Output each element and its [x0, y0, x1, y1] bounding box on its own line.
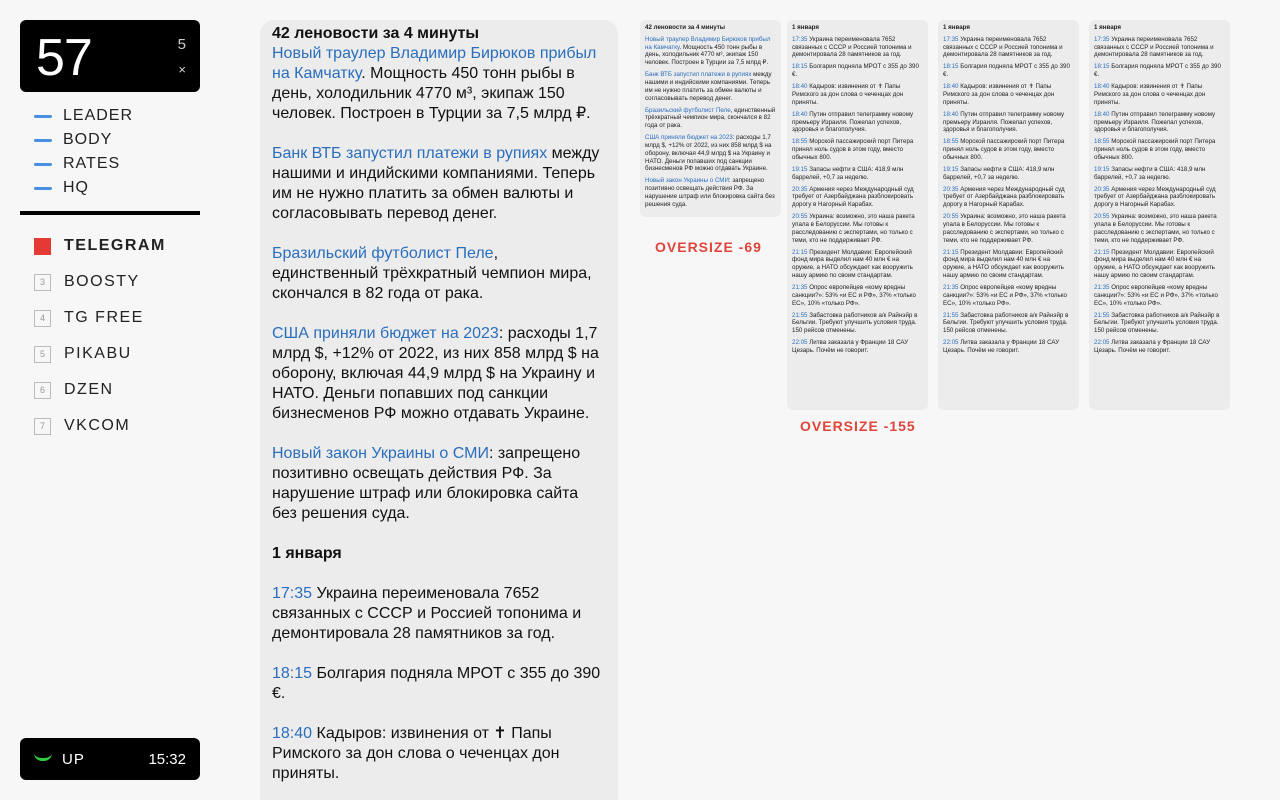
- preview-item: [943, 36, 1074, 59]
- preview-title: 42 леновости за 4 минуты: [645, 24, 726, 31]
- preview-text: Опрос европейцев «кому вредны санкции?»: 53% «и ЕС и РФ», 37% «только ЕС», 10% «только РФ».: [943, 284, 1067, 307]
- preview-text: Украина: возможно, это наша ракета упала в Белоруссии. Мы готовы к расследованию с экспертами, но только с теми, кто не поддерживает РФ.: [792, 213, 915, 244]
- preview-text: Украина переименовала 7652 связанных с СССР и Россией топонима и демонтировала 28 памятников за год.: [792, 35, 912, 59]
- preview-text: . Мощность 450 тонн рыбы в день, холодильник 4770 м³, экипаж 150 человек. Построен в Турции за 7,5 млрд ₽.: [645, 43, 769, 67]
- preview-item: [792, 339, 923, 355]
- post-text: Болгария подняла МРОТ с 355 до 390 €.: [272, 665, 601, 702]
- section-label: RATES: [63, 155, 121, 172]
- preview-time-link: 21:35: [943, 284, 959, 291]
- preview-time-link: 21:15: [943, 248, 959, 256]
- preview-time-link: 21:35: [792, 284, 808, 291]
- channel-number: 5: [34, 346, 51, 363]
- preview-item: [943, 213, 1074, 244]
- post-link[interactable]: Бразильский футболист Пеле: [272, 245, 494, 262]
- oversize-label-day: OVERSIZE -155: [800, 418, 916, 434]
- preview-time-link: 18:40: [1094, 83, 1110, 91]
- preview-title: 1 января: [792, 24, 819, 31]
- post-item: [272, 584, 606, 644]
- post-item: [272, 144, 606, 224]
- section-label: LEADER: [63, 107, 134, 124]
- preview-text: Болгария подняла МРОТ с 355 до 390 €.: [792, 63, 919, 79]
- preview-time-link: 21:15: [1094, 248, 1110, 256]
- section-hq[interactable]: [34, 176, 133, 200]
- preview-time-link: 21:55: [792, 311, 808, 319]
- preview-item: [943, 83, 1074, 106]
- preview-item: [645, 177, 776, 208]
- preview-text: Армения через Международный суд требует от Азербайджана разблокировать дорогу в Нагорный Карабах.: [1094, 185, 1216, 209]
- dash-icon: [34, 115, 52, 118]
- preview-time-link: 18:15: [1094, 63, 1110, 71]
- preview-title: 1 января: [943, 24, 970, 31]
- preview-time-link: 20:55: [792, 213, 808, 221]
- preview-item: [943, 166, 1074, 182]
- post-day-heading: 1 января: [272, 545, 342, 562]
- preview-text: Забастовка работников а/к Райнэйр в Бельгии. Требуют улучшить условия труда. 150 рейсов отменены.: [792, 311, 918, 335]
- dash-icon: [34, 163, 52, 166]
- preview-text: : запрещено позитивно освещать действия РФ. За нарушение штраф или блокировка сайта без решения суда.: [645, 177, 775, 208]
- preview-text: Морской пассажирский порт Питера принял ноль судов в этом году, вместо обычных 800.: [792, 138, 914, 161]
- preview-text: Болгария подняла МРОТ с 355 до 390 €.: [1094, 63, 1221, 79]
- preview-item: [943, 312, 1074, 335]
- preview-text: Президент Молдавии: Европейский фонд мира выделил нам 40 млн € на оружие, а НАТО обсуждает как вооружить нашу армию по своим стандартам.: [1094, 248, 1215, 280]
- preview-link: США приняли бюджет на 2023: [645, 134, 733, 142]
- preview-item: [943, 339, 1074, 355]
- preview-time-link: 18:55: [1094, 138, 1110, 146]
- channel-number: 4: [34, 310, 51, 327]
- channel-pikabu[interactable]: [34, 336, 166, 372]
- preview-item: [1094, 213, 1225, 244]
- preview-card-day-1[interactable]: [787, 20, 928, 410]
- preview-item: [792, 83, 923, 106]
- smile-icon: [34, 753, 52, 761]
- preview-card-day-3[interactable]: [1089, 20, 1230, 410]
- preview-text: , единственный трёхкратный чемпион мира, скончался в 82 года от рака.: [645, 106, 776, 130]
- preview-text: Кадыров: извинения от ✝ Папы Римского за дон слова о чеченцах дон приняты.: [792, 83, 904, 106]
- post-link[interactable]: Новый траулер Владимир Бирюков прибыл на Камчатку: [272, 45, 597, 82]
- post-text: между нашими и индийскими компаниями. Теперь им не нужно платить за обмен валюты и согласовывать перевод денег.: [272, 145, 600, 222]
- preview-text: Морской пассажирский порт Питера принял ноль судов в этом году, вместо обычных 800.: [1094, 138, 1216, 161]
- post-time-link[interactable]: 18:40: [272, 725, 313, 742]
- channel-vkcom[interactable]: [34, 408, 166, 444]
- preview-text: Украина: возможно, это наша ракета упала в Белоруссии. Мы готовы к расследованию с экспертами, но только с теми, кто не поддерживает РФ.: [1094, 213, 1217, 244]
- preview-text: Украина переименовала 7652 связанных с СССР и Россией топонима и демонтировала 28 памятников за год.: [1094, 35, 1214, 59]
- preview-time-link: 19:15: [1094, 165, 1110, 173]
- preview-item: [943, 186, 1074, 209]
- post-text: Украина переименовала 7652 связанных с СССР и Россией топонима и демонтировала 28 памятников за год.: [272, 585, 582, 642]
- preview-title: 1 января: [1094, 24, 1121, 31]
- preview-text: Забастовка работников а/к Райнэйр в Бельгии. Требуют улучшить условия труда. 150 рейсов отменены.: [943, 311, 1069, 335]
- channel-telegram[interactable]: [34, 228, 166, 264]
- status-label: UP: [62, 750, 85, 768]
- preview-time-link: 18:15: [792, 63, 808, 71]
- preview-item: [792, 186, 923, 209]
- post-text: : запрещено позитивно освещать действия РФ. За нарушение штраф или блокировка сайта без решения суда.: [272, 445, 581, 522]
- preview-text: Армения через Международный суд требует от Азербайджана разблокировать дорогу в Нагорный Карабах.: [792, 185, 914, 209]
- preview-text: Кадыров: извинения от ✝ Папы Римского за дон слова о чеченцах дон приняты.: [943, 83, 1055, 106]
- section-list: [34, 104, 133, 200]
- preview-text: Армения через Международный суд требует от Азербайджана разблокировать дорогу в Нагорный Карабах.: [943, 185, 1065, 209]
- section-leader[interactable]: [34, 104, 133, 128]
- preview-time-link: 21:35: [1094, 284, 1110, 291]
- post-item: [272, 244, 606, 304]
- preview-item: [792, 138, 923, 161]
- preview-item: [792, 213, 923, 244]
- preview-item: [1094, 138, 1225, 161]
- channel-label: PIKABU: [64, 345, 132, 362]
- preview-item: [943, 249, 1074, 280]
- preview-time-link: 18:40: [792, 110, 808, 118]
- dash-icon: [34, 187, 52, 190]
- preview-item: [943, 138, 1074, 161]
- preview-link: Новый закон Украины о СМИ: [645, 177, 729, 185]
- post-link[interactable]: Новый закон Украины о СМИ: [272, 445, 489, 462]
- preview-time-link: 18:40: [792, 83, 808, 91]
- preview-time-link: 18:40: [1094, 110, 1110, 118]
- post-link[interactable]: Банк ВТБ запустил платежи в рупиях: [272, 145, 548, 162]
- preview-text: Морской пассажирский порт Питера принял ноль судов в этом году, вместо обычных 800.: [943, 138, 1065, 161]
- preview-item: [792, 36, 923, 59]
- preview-text: Литва заказала у Франции 18 САУ Цезарь. Почём не говорит.: [792, 339, 909, 354]
- preview-text: Запасы нефти в США: 418,9 млн баррелей, +0,7 за неделю.: [792, 165, 904, 181]
- preview-item: [792, 63, 923, 79]
- post-counter: [20, 20, 200, 92]
- post-link[interactable]: США приняли бюджет на 2023: [272, 325, 499, 342]
- preview-text: Болгария подняла МРОТ с 355 до 390 €.: [943, 63, 1070, 79]
- preview-time-link: 21:55: [943, 311, 959, 319]
- preview-text: Кадыров: извинения от ✝ Папы Римского за дон слова о чеченцах дон приняты.: [1094, 83, 1206, 106]
- post-text: : расходы 1,7 млрд $, +12% от 2022, из них 858 млрд $ на оборону, включая 44,9 млрд $ на Украину и НАТО. Деньги попавших под санкции бизнесменов РФ можно отдавать Украине.: [272, 325, 599, 422]
- status-bar: [20, 738, 200, 780]
- preview-text: Путин отправил телеграмму новому премьеру Израиля. Пожелал успехов, здоровья и благополучия.: [943, 110, 1065, 134]
- preview-item: [943, 63, 1074, 79]
- preview-text: Литва заказала у Франции 18 САУ Цезарь. Почём не говорит.: [943, 339, 1060, 354]
- section-rates[interactable]: [34, 152, 133, 176]
- preview-time-link: 17:35: [943, 35, 959, 43]
- preview-text: Путин отправил телеграмму новому премьеру Израиля. Пожелал успехов, здоровья и благополучия.: [792, 110, 914, 134]
- preview-text: Путин отправил телеграмму новому премьеру Израиля. Пожелал успехов, здоровья и благополучия.: [1094, 110, 1216, 134]
- preview-time-link: 20:55: [1094, 213, 1110, 221]
- preview-item: [792, 312, 923, 335]
- post-time-link[interactable]: 17:35: [272, 585, 313, 602]
- divider: [20, 211, 200, 215]
- preview-item: [1094, 36, 1225, 59]
- preview-item: [1094, 83, 1225, 106]
- preview-time-link: 18:40: [943, 110, 959, 118]
- dash-icon: [34, 139, 52, 142]
- channel-label: TG FREE: [64, 309, 144, 326]
- channel-boosty[interactable]: [34, 264, 166, 300]
- preview-item: [1094, 312, 1225, 335]
- preview-text: : расходы 1,7 млрд $, +12% от 2022, из них 858 млрд $ на оборону, включая 44,9 млрд $ на Украину и НАТО. Деньги попавших под санкции бизнесменов РФ можно отдавать Украине.: [645, 134, 772, 173]
- preview-time-link: 21:15: [792, 248, 808, 256]
- preview-item: [792, 284, 923, 307]
- preview-time-link: 17:35: [792, 35, 808, 43]
- preview-item: [1094, 249, 1225, 280]
- preview-text: Забастовка работников а/к Райнэйр в Бельгии. Требуют улучшить условия труда. 150 рейсов отменены.: [1094, 311, 1220, 335]
- preview-item: [645, 71, 776, 102]
- preview-item: [1094, 284, 1225, 307]
- preview-text: Опрос европейцев «кому вредны санкции?»: 53% «и ЕС и РФ», 37% «только ЕС», 10% «только РФ».: [1094, 284, 1218, 307]
- preview-time-link: 18:55: [792, 138, 808, 146]
- post-title: 42 леновости за 4 минуты: [272, 25, 480, 42]
- channel-list: [34, 228, 166, 444]
- preview-item: [1094, 339, 1225, 355]
- channel-dzen[interactable]: [34, 372, 166, 408]
- channel-label: BOOSTY: [64, 273, 140, 290]
- counter-small: 5: [177, 36, 186, 53]
- preview-time-link: 18:15: [943, 63, 959, 71]
- post-text: . Мощность 450 тонн рыбы в день, холодильник 4770 м³, экипаж 150 человек. Построен в Турции за 7,5 млрд ₽.: [272, 65, 591, 122]
- post-item: [272, 44, 606, 124]
- post-editor[interactable]: [260, 20, 618, 800]
- preview-item: [943, 111, 1074, 134]
- preview-time-link: 20:35: [792, 185, 808, 193]
- preview-text: Президент Молдавии: Европейский фонд мира выделил нам 40 млн € на оружие, а НАТО обсуждает как вооружить нашу армию по своим стандартам.: [792, 248, 913, 280]
- preview-text: между нашими и индийскими компаниями. Теперь им не нужно платить за обмен валюты и согласовывать перевод денег.: [645, 71, 772, 102]
- preview-time-link: 18:55: [943, 138, 959, 146]
- preview-card-first[interactable]: [640, 20, 781, 217]
- section-label: HQ: [63, 179, 89, 196]
- preview-item: [1094, 166, 1225, 182]
- preview-link: Банк ВТБ запустил платежи в рупиях: [645, 71, 752, 79]
- preview-time-link: 19:15: [792, 165, 808, 173]
- preview-text: Литва заказала у Франции 18 САУ Цезарь. Почём не говорит.: [1094, 339, 1211, 354]
- preview-link: Новый траулер Владимир Бирюков прибыл на Камчатку: [645, 35, 771, 51]
- post-item: [272, 444, 606, 524]
- close-icon[interactable]: ×: [178, 62, 186, 77]
- post-time-link[interactable]: 18:15: [272, 665, 313, 682]
- preview-text: Запасы нефти в США: 418,9 млн баррелей, +0,7 за неделю.: [1094, 165, 1206, 181]
- preview-time-link: 17:35: [1094, 35, 1110, 43]
- section-label: BODY: [63, 131, 113, 148]
- preview-time-link: 20:35: [943, 185, 959, 193]
- channel-tg-free[interactable]: [34, 300, 166, 336]
- channel-number: 7: [34, 418, 51, 435]
- preview-item: [1094, 111, 1225, 134]
- preview-item: [1094, 63, 1225, 79]
- preview-item: [792, 166, 923, 182]
- oversize-label-first: OVERSIZE -69: [655, 239, 762, 255]
- post-item: [272, 664, 606, 704]
- preview-text: Украина: возможно, это наша ракета упала в Белоруссии. Мы готовы к расследованию с экспертами, но только с теми, кто не поддерживает РФ.: [943, 213, 1066, 244]
- preview-time-link: 20:35: [1094, 185, 1110, 193]
- post-text: , единственный трёхкратный чемпион мира, скончался в 82 года от рака.: [272, 245, 592, 302]
- preview-time-link: 21:55: [1094, 311, 1110, 319]
- preview-text: Запасы нефти в США: 418,9 млн баррелей, +0,7 за неделю.: [943, 165, 1055, 181]
- preview-text: Украина переименовала 7652 связанных с СССР и Россией топонима и демонтировала 28 памятников за год.: [943, 35, 1063, 59]
- post-item: [272, 324, 606, 424]
- preview-time-link: 19:15: [943, 165, 959, 173]
- preview-item: [645, 134, 776, 173]
- channel-label: VKCOM: [64, 417, 131, 434]
- preview-item: [1094, 186, 1225, 209]
- preview-time-link: 22:05: [792, 339, 808, 347]
- preview-item: [645, 36, 776, 67]
- channel-marker: [34, 238, 51, 255]
- post-item: [272, 724, 606, 784]
- channel-number: 6: [34, 382, 51, 399]
- preview-text: Опрос европейцев «кому вредны санкции?»: 53% «и ЕС и РФ», 37% «только ЕС», 10% «только РФ».: [792, 284, 916, 307]
- preview-time-link: 22:05: [1094, 339, 1110, 347]
- channel-label: TELEGRAM: [64, 237, 166, 254]
- channel-number: 3: [34, 274, 51, 291]
- status-time: 15:32: [148, 750, 186, 768]
- preview-item: [792, 111, 923, 134]
- preview-text: Президент Молдавии: Европейский фонд мира выделил нам 40 млн € на оружие, а НАТО обсуждает как вооружить нашу армию по своим стандартам.: [943, 248, 1064, 280]
- post-text: Кадыров: извинения от ✝ Папы Римского за дон слова о чеченцах дон приняты.: [272, 725, 560, 782]
- preview-time-link: 22:05: [943, 339, 959, 347]
- preview-card-day-2[interactable]: [938, 20, 1079, 410]
- channel-label: DZEN: [64, 381, 114, 398]
- preview-item: [943, 284, 1074, 307]
- counter-value: 57: [36, 29, 92, 87]
- section-body[interactable]: [34, 128, 133, 152]
- preview-time-link: 20:55: [943, 213, 959, 221]
- preview-link: Бразильский футболист Пеле: [645, 106, 731, 114]
- preview-time-link: 18:40: [943, 83, 959, 91]
- preview-item: [792, 249, 923, 280]
- preview-item: [645, 107, 776, 130]
